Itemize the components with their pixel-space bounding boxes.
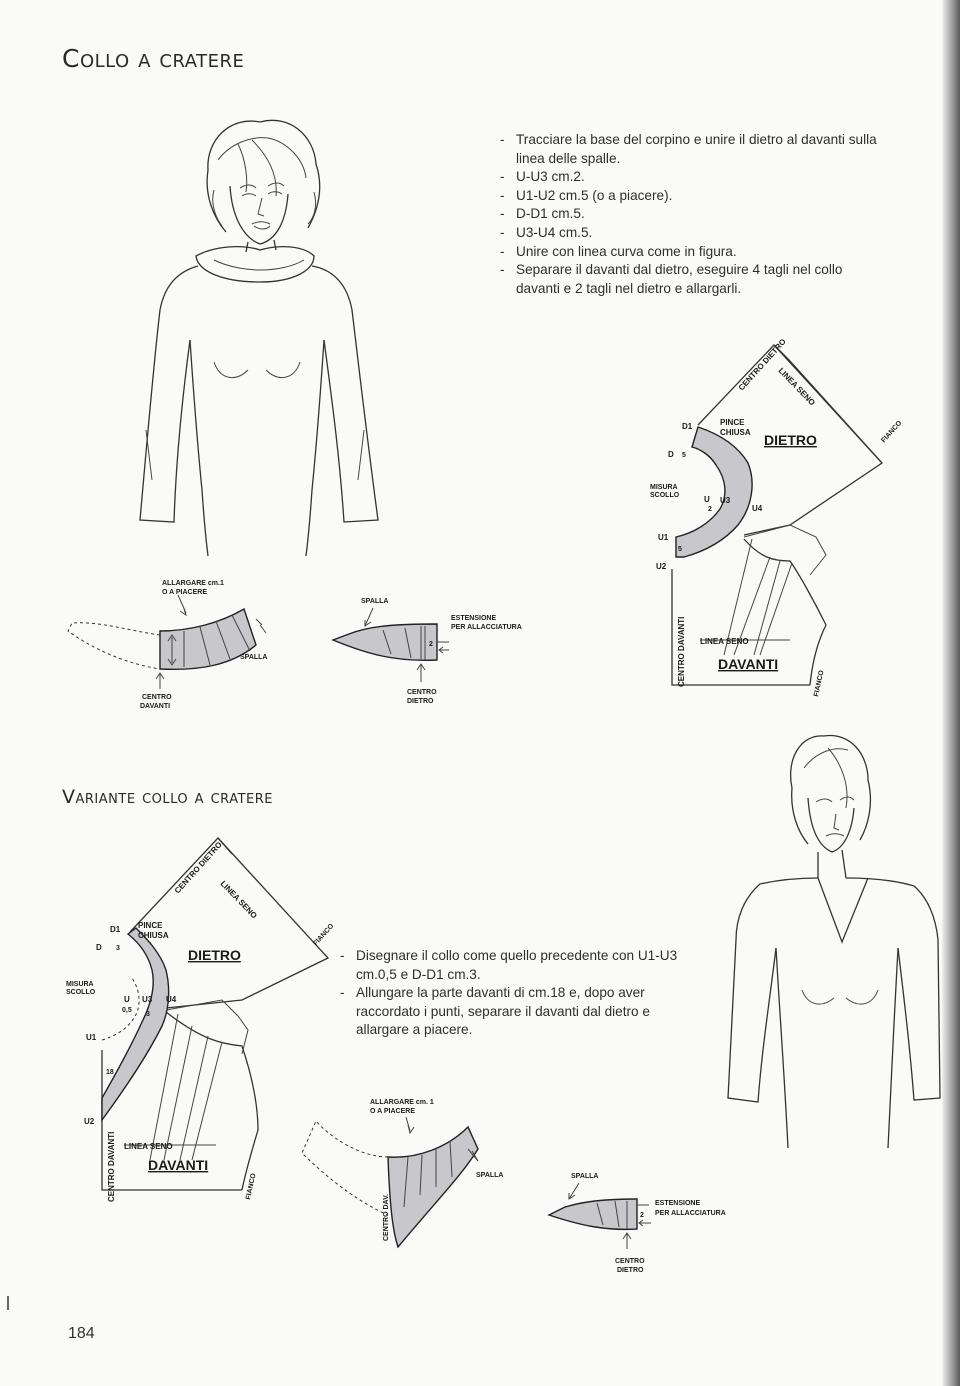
allargare-label: O A PIACERE (162, 589, 207, 596)
point-label: U4 (166, 995, 177, 1004)
instruction-item: - Unire con linea curva come in figura. (500, 243, 880, 262)
centro-label: CENTRO (407, 689, 437, 696)
measure-label: 0,5 (122, 1007, 132, 1014)
margin-mark (7, 1296, 9, 1310)
measure-label: 3 (146, 1011, 150, 1018)
linea-seno-label: LINEA SENO (776, 366, 817, 408)
centro-davanti-label: CENTRO DAVANTI (677, 616, 686, 687)
spalla-label: SPALLA (476, 1172, 504, 1179)
fianco-label: FIANCO (245, 1172, 258, 1201)
davanti-label: DAVANTI (718, 656, 779, 672)
linea-seno-label: LINEA SENO (700, 637, 749, 646)
measure-label: 5 (682, 452, 686, 459)
pattern-diagram-2 (62, 830, 342, 1202)
collar-front-piece-2 (298, 1095, 538, 1265)
centro-dav-label: CENTRO DAV. (383, 1193, 390, 1241)
variant-title: Variante collo a cratere (62, 786, 273, 808)
fashion-illustration-2 (718, 728, 950, 1160)
centro-label: DAVANTI (140, 703, 171, 710)
instruction-item: - U-U3 cm.2. (500, 168, 880, 187)
linea-seno-label: LINEA SENO (218, 879, 259, 921)
misura-label: SCOLLO (66, 989, 96, 996)
measure-label: 2 (708, 506, 712, 513)
point-label: U1 (658, 533, 669, 542)
page-number: 184 (68, 1325, 95, 1342)
centro-label: DIETRO (407, 698, 434, 705)
linea-seno-label: LINEA SENO (124, 1142, 173, 1151)
point-label: U (124, 995, 130, 1004)
instruction-item: - Separare il davanti dal dietro, eseguire 4 tagli nel collo davanti e 2 tagli nel dietro e allargarli. (500, 261, 880, 298)
instruction-item: - U1-U2 cm.5 (o a piacere). (500, 187, 880, 206)
point-label: D1 (682, 422, 693, 431)
measure-label: 2 (640, 1212, 644, 1219)
point-label: U2 (656, 562, 667, 571)
centro-dietro-label: CENTRO DIETRO (736, 337, 788, 393)
point-label: D (96, 943, 102, 952)
dietro-label: DIETRO (188, 947, 241, 963)
point-label: D (668, 450, 674, 459)
fashion-illustration-1 (118, 100, 398, 560)
misura-label: SCOLLO (650, 492, 680, 499)
dietro-label: DIETRO (764, 432, 817, 448)
davanti-label: DAVANTI (148, 1157, 209, 1173)
page-edge (942, 0, 960, 1386)
estensione-label: PER ALLACCIATURA (655, 1210, 726, 1217)
page-title: Collo a cratere (62, 44, 245, 73)
spalla-label: SPALLA (240, 654, 268, 661)
centro-label: CENTRO (615, 1258, 645, 1265)
misura-label: MISURA (66, 981, 94, 988)
pince-label: CHIUSA (138, 931, 169, 940)
fianco-label: FIANCO (880, 419, 904, 445)
measure-label: 3 (116, 945, 120, 952)
point-label: U (704, 495, 710, 504)
collar-front-piece-1 (60, 575, 300, 715)
spalla-label: SPALLA (571, 1173, 599, 1180)
point-label: U2 (84, 1117, 95, 1126)
instruction-item: - Disegnare il collo come quello precedente con U1-U3 cm.0,5 e D-D1 cm.3. (340, 947, 680, 984)
instruction-item: - Allungare la parte davanti di cm.18 e, dopo aver raccordato i punti, separare il davanti dal dietro e allargare a piacere. (340, 984, 680, 1040)
instructions-list-1 (500, 131, 880, 298)
allargare-label: ALLARGARE cm. 1 (370, 1099, 434, 1106)
point-label: U1 (86, 1033, 97, 1042)
pince-label: CHIUSA (720, 428, 751, 437)
centro-label: DIETRO (617, 1267, 644, 1274)
measure-label: 18 (106, 1069, 114, 1076)
pattern-diagram-1 (640, 325, 920, 705)
estensione-label: ESTENSIONE (655, 1200, 701, 1207)
measure-label: 2 (429, 641, 433, 648)
instruction-item: - D-D1 cm.5. (500, 205, 880, 224)
point-label: U3 (142, 995, 153, 1004)
pince-label: PINCE (720, 418, 745, 427)
fianco-label: FIANCO (312, 922, 336, 948)
point-label: U4 (752, 504, 763, 513)
collar-back-piece-2 (545, 1165, 785, 1285)
estensione-label: PER ALLACCIATURA (451, 624, 522, 631)
instruction-item: - Tracciare la base del corpino e unire il dietro al davanti sulla linea delle spalle. (500, 131, 880, 168)
measure-label: 5 (678, 546, 682, 553)
instructions-list-2 (340, 947, 680, 1040)
spalla-label: SPALLA (361, 598, 389, 605)
fianco-label: FIANCO (813, 669, 826, 698)
centro-davanti-label: CENTRO DAVANTI (107, 1131, 116, 1202)
allargare-label: ALLARGARE cm.1 (162, 580, 224, 587)
allargare-label: O A PIACERE (370, 1108, 415, 1115)
point-label: U3 (720, 496, 731, 505)
instruction-item: - U3-U4 cm.5. (500, 224, 880, 243)
pince-label: PINCE (138, 921, 163, 930)
estensione-label: ESTENSIONE (451, 615, 497, 622)
collar-back-piece-1 (325, 590, 565, 715)
centro-label: CENTRO (142, 694, 172, 701)
point-label: D1 (110, 925, 121, 934)
misura-label: MISURA (650, 484, 678, 491)
centro-dietro-label: CENTRO DIETRO (172, 840, 224, 896)
